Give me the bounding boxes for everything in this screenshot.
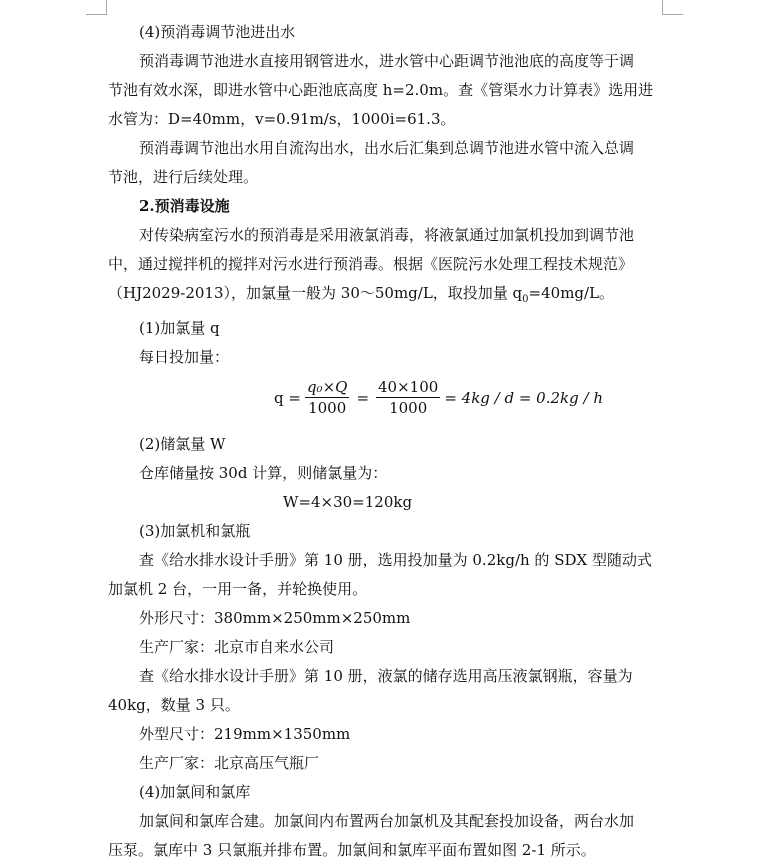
crop-mark-left	[86, 0, 107, 15]
paragraph-line: 40kg，数量 3 只。	[108, 696, 240, 714]
chlorine-dose-formula	[108, 372, 674, 430]
paragraph-line: 加氯机 2 台，一用一备，并轮换使用。	[108, 580, 368, 598]
fraction-denominator: 1000	[389, 399, 428, 417]
section-title: (4)预消毒调节池进出水	[139, 23, 296, 41]
spec-line: 生产厂家：北京高压气瓶厂	[139, 754, 320, 772]
paragraph-line	[108, 279, 674, 314]
subsection-title: (2)储氯量 W	[139, 435, 226, 453]
spec-line: 生产厂家：北京市自来水公司	[139, 638, 335, 656]
formula-result: = 4kg / d = 0.2kg / h	[444, 388, 603, 407]
subscript: 0	[522, 294, 529, 305]
storage-formula: W=4×30=120kg	[283, 493, 413, 511]
document-page	[108, 18, 674, 865]
fraction	[376, 378, 440, 417]
fraction-numerator: 40×100	[378, 378, 439, 396]
paragraph-line: 加氯间和氯库合建。加氯间内布置两台加氯机及其配套投加设备，两台水加	[139, 812, 635, 830]
text-run: （HJ2029-2013），加氯量一般为 30～50mg/L，取投加量 q	[108, 284, 523, 302]
section-heading: 2.预消毒设施	[139, 197, 230, 215]
spec-line: 外形尺寸：380mm×250mm×250mm	[139, 609, 411, 627]
paragraph-line: 对传染病室污水的预消毒是采用液氯消毒，将液氯通过加氯机投加到调节池	[139, 226, 635, 244]
formula-lhs: q =	[274, 388, 301, 407]
fraction-numerator: q₀×Q	[306, 378, 348, 396]
formula-line	[274, 378, 603, 417]
subsection-title: (1)加氯量 q	[139, 319, 220, 337]
paragraph-line: 每日投加量：	[139, 348, 230, 366]
equals-sign: =	[356, 388, 370, 407]
paragraph-line: 节池有效水深，即进水管中心距池底高度 h=2.0m。查《管渠水力计算表》选用进	[108, 81, 654, 99]
paragraph-line: 压泵。氯库中 3 只氯瓶并排布置。加氯间和氯库平面布置如图 2-1 所示。	[108, 841, 596, 859]
subsection-title: (3)加氯机和氯瓶	[139, 522, 251, 540]
paragraph-line: 节池，进行后续处理。	[108, 168, 259, 186]
fraction	[305, 378, 349, 417]
text-run: =40mg/L。	[528, 284, 615, 302]
paragraph-line: 水管为：D=40mm，v=0.91m/s，1000i=61.3。	[108, 110, 456, 128]
paragraph-line: 仓库储量按 30d 计算，则储氯量为：	[139, 464, 388, 482]
crop-mark-right	[662, 0, 683, 15]
paragraph-line: 预消毒调节池出水用自流沟出水，出水后汇集到总调节池进水管中流入总调	[139, 139, 635, 157]
fraction-denominator: 1000	[308, 399, 347, 417]
subsection-title: (4)加氯间和氯库	[139, 783, 251, 801]
paragraph-line: 中，通过搅拌机的搅拌对污水进行预消毒。根据《医院污水处理工程技术规范》	[108, 255, 634, 273]
paragraph-line: 查《给水排水设计手册》第 10 册，选用投加量为 0.2kg/h 的 SDX 型随动式	[139, 551, 652, 569]
paragraph-line: 查《给水排水设计手册》第 10 册，液氯的储存选用高压液氯钢瓶，容量为	[139, 667, 633, 685]
spec-line: 外型尺寸：219mm×1350mm	[139, 725, 351, 743]
paragraph-line: 预消毒调节池进水直接用钢管进水，进水管中心距调节池池底的高度等于调	[139, 52, 635, 70]
